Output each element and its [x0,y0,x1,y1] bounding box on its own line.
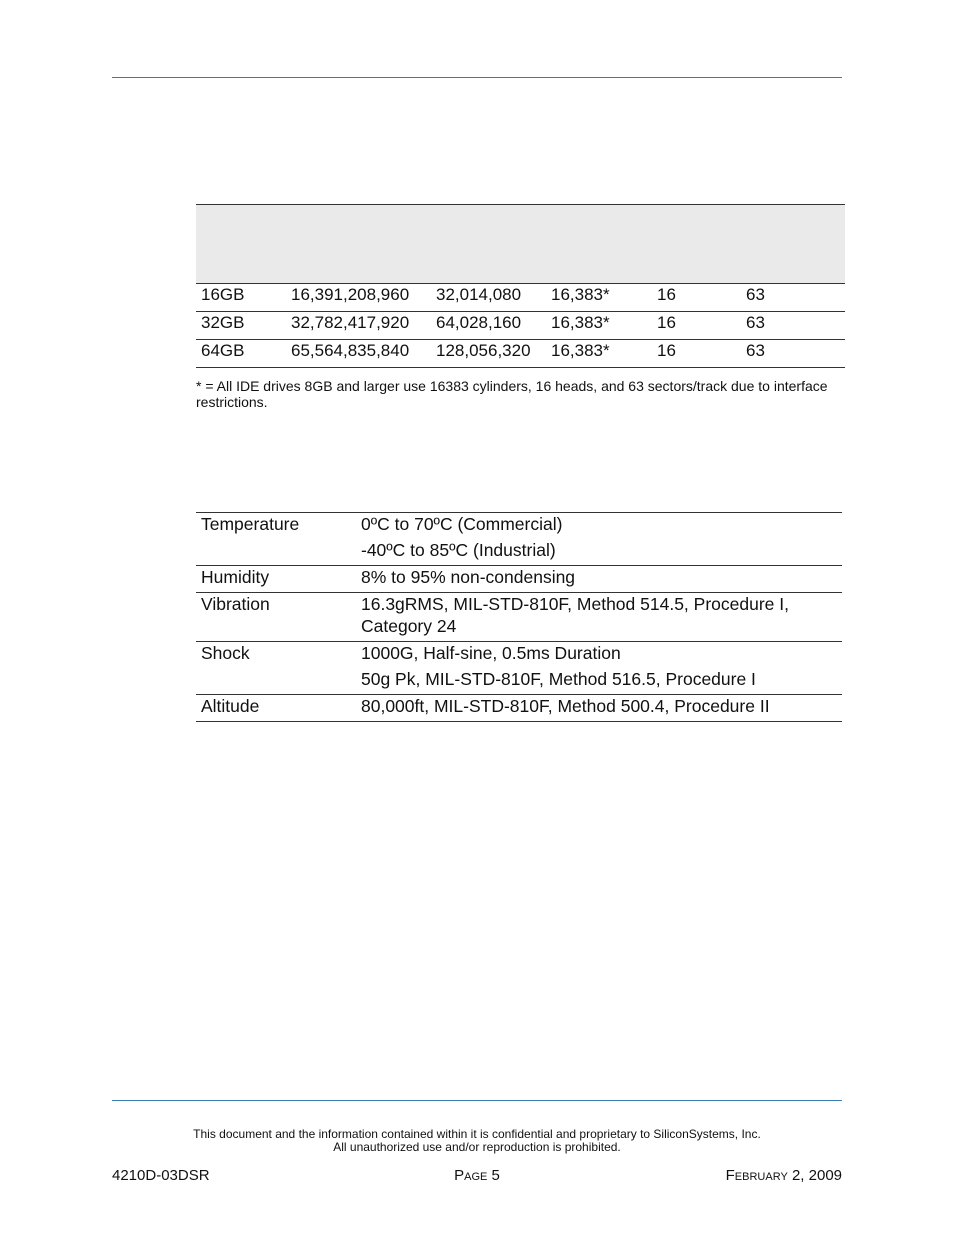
env-label: Shock [201,643,250,663]
capacity-cell: 64GB [201,341,245,360]
footer-rule [112,1100,842,1101]
lba-cell: 32,014,080 [436,285,522,304]
table-row [196,284,845,312]
table-row [196,593,842,642]
env-label: Humidity [201,567,270,587]
lba-cell: 128,056,320 [436,341,531,360]
env-label: Vibration [201,594,270,614]
confidentiality-notice [0,1128,954,1154]
heads-cell: 16 [657,313,676,332]
env-value: 80,000ft, MIL-STD-810F, Method 500.4, Procedure II [361,696,770,716]
bytes-cell: 65,564,835,840 [291,341,410,360]
page-number: Page 5 [454,1167,500,1184]
env-value: 50g Pk, MIL-STD-810F, Method 516.5, Procedure I [361,669,756,689]
capacity-cell: 16GB [201,285,245,304]
cylinders-cell: 16,383* [551,285,610,304]
capacity-footnote: * = All IDE drives 8GB and larger use 16383 cylinders, 16 heads, and 63 sectors/track due to interface restrictions. [196,378,828,410]
capacity-cell: 32GB [201,313,245,332]
cylinders-cell: 16,383* [551,341,610,360]
table-row [196,566,842,593]
document-number: 4210D-03DSR [112,1167,210,1184]
env-label: Temperature [201,514,300,534]
bytes-cell: 32,782,417,920 [291,313,410,332]
env-value: 16.3gRMS, MIL-STD-810F, Method 514.5, Procedure I, Category 24 [361,594,789,636]
sectors-cell: 63 [746,341,765,360]
capacity-table-header [196,204,845,284]
env-label: Altitude [201,696,260,716]
heads-cell: 16 [657,285,676,304]
table-row [196,642,842,695]
sectors-cell: 63 [746,285,765,304]
env-value: 1000G, Half-sine, 0.5ms Duration [361,643,621,663]
table-row [196,340,845,368]
table-row [196,312,845,340]
table-row [196,513,842,566]
confidential-line: This document and the information contained within it is confidential and proprietary to SiliconSystems, Inc. [193,1127,761,1141]
sectors-cell: 63 [746,313,765,332]
env-value: 8% to 95% non-condensing [361,567,576,587]
env-value: -40ºC to 85ºC (Industrial) [361,540,556,560]
cylinders-cell: 16,383* [551,313,610,332]
environment-table [196,512,842,722]
table-row [196,695,842,722]
document-date: February 2, 2009 [725,1167,842,1184]
header-rule [112,77,842,78]
bytes-cell: 16,391,208,960 [291,285,410,304]
heads-cell: 16 [657,341,676,360]
lba-cell: 64,028,160 [436,313,522,332]
confidential-line: All unauthorized use and/or reproduction is prohibited. [333,1140,621,1154]
env-value: 0ºC to 70ºC (Commercial) [361,514,563,534]
capacity-table [196,204,845,368]
